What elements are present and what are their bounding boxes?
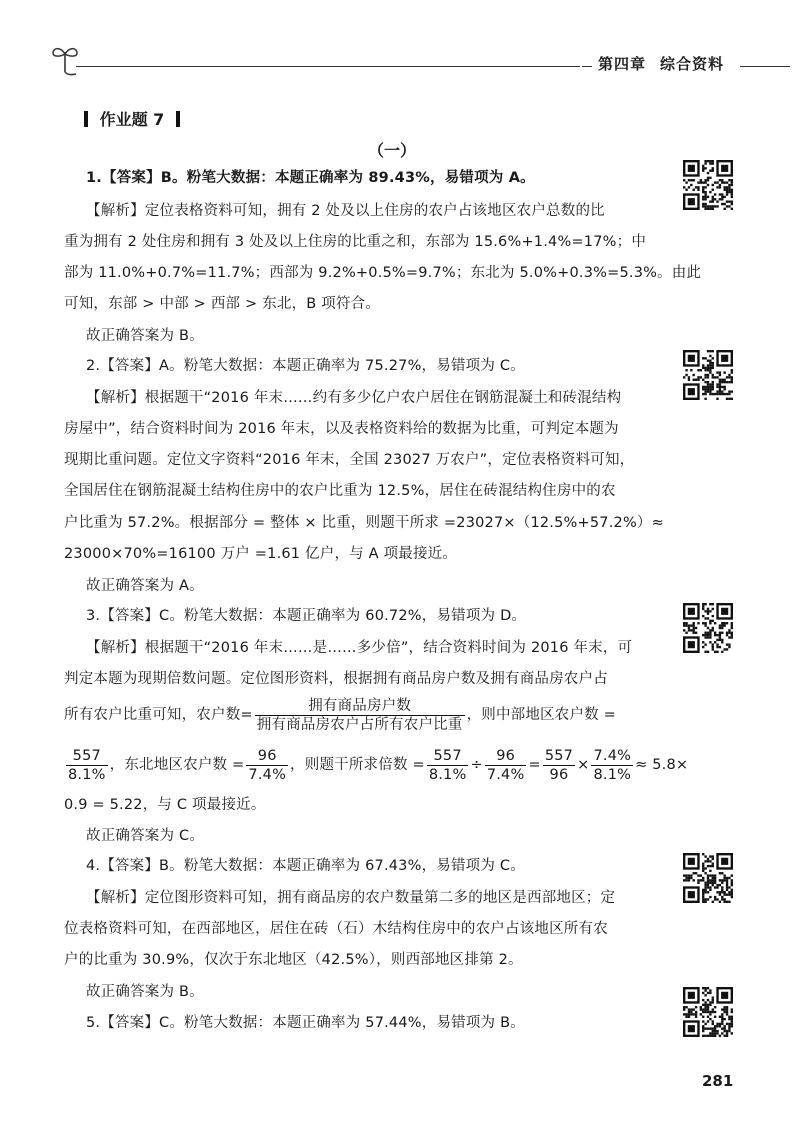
q3-analysis-line4 <box>64 746 688 784</box>
q2-analysis-line1: 【解析】根据题干“2016 年末……约有多少亿户农户居住在钢筋混凝土和砖混结构 <box>86 390 622 406</box>
section-title-text: 作业题 7 <box>99 110 165 129</box>
title-bar-left <box>84 111 88 127</box>
q2-answer: 2.【答案】A。粉笔大数据：本题正确率为 75.27%，易错项为 C。 <box>86 358 525 374</box>
q3-line4-text2: ，则题干所求倍数 = <box>290 757 425 773</box>
q3-op-divide: ÷ <box>470 757 483 773</box>
q3-fraction-5 <box>543 747 575 784</box>
qr-code-icon[interactable] <box>683 603 733 653</box>
q3-op-multiply: × <box>577 757 590 773</box>
title-bar-right <box>176 111 180 127</box>
q3-f1-den: 8.1% <box>68 766 106 783</box>
q1-analysis-line3: 部为 11.0%+0.7%=11.7%；西部为 9.2%+0.5%=9.7%；东北为 5.0%+0.3%=5.3%。由此 <box>64 265 702 281</box>
q1-analysis-line2: 重为拥有 2 处住房和拥有 3 处及以上住房的比重之和，东部为 15.6%+1.4%=17%；中 <box>64 234 647 250</box>
q4-answer: 4.【答案】B。粉笔大数据：本题正确率为 67.43%，易错项为 C。 <box>86 858 525 874</box>
q3-formula-fraction <box>255 697 465 734</box>
qr-code-icon[interactable] <box>683 350 733 400</box>
q4-analysis-line2: 位表格资料可知，在西部地区，居住在砖（石）木结构住房中的农户占该地区所有农 <box>64 921 608 937</box>
q3-f6-den: 8.1% <box>593 766 632 783</box>
q4-analysis-line1: 【解析】定位图形资料可知，拥有商品房的农户数量第二多的地区是西部地区；定 <box>86 890 616 906</box>
qr-code-icon[interactable] <box>683 987 733 1037</box>
q2-analysis-line3: 现期比重问题。定位文字资料“2016 年末，全国 23027 万农户”，定位表格资料可知， <box>64 452 635 468</box>
q3-f2-den: 7.4% <box>248 766 287 783</box>
q2-analysis-line4: 全国居住在钢筋混凝土结构住房中的农户比重为 12.5%，居住在砖混结构住房中的农 <box>64 483 616 499</box>
q3-op-equals: = <box>528 757 541 773</box>
q3-analysis-line1: 【解析】根据题干“2016 年末……是……多少倍”，结合资料时间为 2016 年末，可 <box>86 640 633 656</box>
q4-analysis-line3: 户的比重为 30.9%，仅次于东北地区（42.5%），则西部地区排第 2。 <box>64 952 523 968</box>
q3-answer: 3.【答案】C。粉笔大数据：本题正确率为 60.72%，易错项为 D。 <box>86 608 527 624</box>
q1-analysis-line4: 可知，东部 > 中部 > 西部 > 东北，B 项符合。 <box>64 296 381 312</box>
header-section: 综合资料 <box>660 55 725 73</box>
qr-code-icon[interactable] <box>683 160 733 210</box>
q3-fraction-central <box>66 747 108 784</box>
sprout-logo-icon <box>50 42 80 76</box>
q3-line3-suffix: ，则中部地区农户数 = <box>466 707 617 723</box>
running-header <box>598 53 724 74</box>
q3-line4-text1: ，东北地区农户数 = <box>109 757 245 773</box>
q1-answer: 1.【答案】B。粉笔大数据：本题正确率为 89.43%，易错项为 A。 <box>86 170 535 186</box>
q3-analysis-line5: 0.9 = 5.22，与 C 项最接近。 <box>64 797 266 813</box>
page-number: 281 <box>702 1072 734 1090</box>
q3-f1-num: 557 <box>66 747 108 766</box>
q3-f6-num: 7.4% <box>593 747 632 764</box>
q3-f3-num: 557 <box>427 747 469 766</box>
q3-fraction-northeast <box>246 747 288 784</box>
q3-fraction-6 <box>591 747 633 784</box>
q1-analysis-line1: 【解析】定位表格资料可知，拥有 2 处及以上住房的农户占该地区农户总数的比 <box>86 203 605 219</box>
q3-formula-denominator: 拥有商品房农户占所有农户比重 <box>256 716 463 733</box>
q2-analysis-line6: 23000×70%=16100 万户 =1.61 亿户，与 A 项最接近。 <box>64 546 458 562</box>
q2-analysis-line2: 房屋中”，结合资料时间为 2016 年末，以及表格资料给的数据为比重，可判定本题为 <box>64 421 619 437</box>
q3-analysis-line2: 判定本题为现期倍数问题。定位图形资料，根据拥有商品房户数及拥有商品房农户占 <box>64 671 608 687</box>
q3-line4-text3: ≈ 5.8× <box>635 757 689 773</box>
header-rule-left <box>76 66 580 67</box>
q3-f2-num: 96 <box>246 747 288 766</box>
q3-f4-num: 96 <box>485 747 527 766</box>
header-chapter: 第四章 <box>598 55 647 73</box>
q3-f4-den: 7.4% <box>486 766 525 783</box>
q3-formula-numerator: 拥有商品房户数 <box>255 697 465 716</box>
q5-answer: 5.【答案】C。粉笔大数据：本题正确率为 57.44%，易错项为 B。 <box>86 1015 525 1031</box>
q3-fraction-3 <box>427 747 469 784</box>
q3-f5-den: 96 <box>549 766 569 783</box>
header-rule-dash <box>582 66 592 67</box>
section-title <box>84 107 180 130</box>
q3-fraction-4 <box>485 747 527 784</box>
q3-f5-num: 557 <box>544 747 574 764</box>
q2-analysis-line5: 户比重为 57.2%。根据部分 = 整体 × 比重，则题干所求 =23027×（12.5%+57.2%）≈ <box>64 515 664 531</box>
q3-line3-prefix: 所有农户比重可知，农户数= <box>64 707 253 723</box>
q4-final-answer: 故正确答案为 B。 <box>86 984 204 1000</box>
qr-code-icon[interactable] <box>683 853 733 903</box>
q3-f3-den: 8.1% <box>428 766 467 783</box>
q2-final-answer: 故正确答案为 A。 <box>86 578 204 594</box>
header-rule-right <box>740 66 790 67</box>
sub-title: （一） <box>368 141 417 160</box>
q1-final-answer: 故正确答案为 B。 <box>86 328 204 344</box>
q3-final-answer: 故正确答案为 C。 <box>86 828 205 844</box>
q3-analysis-line3 <box>64 696 616 734</box>
